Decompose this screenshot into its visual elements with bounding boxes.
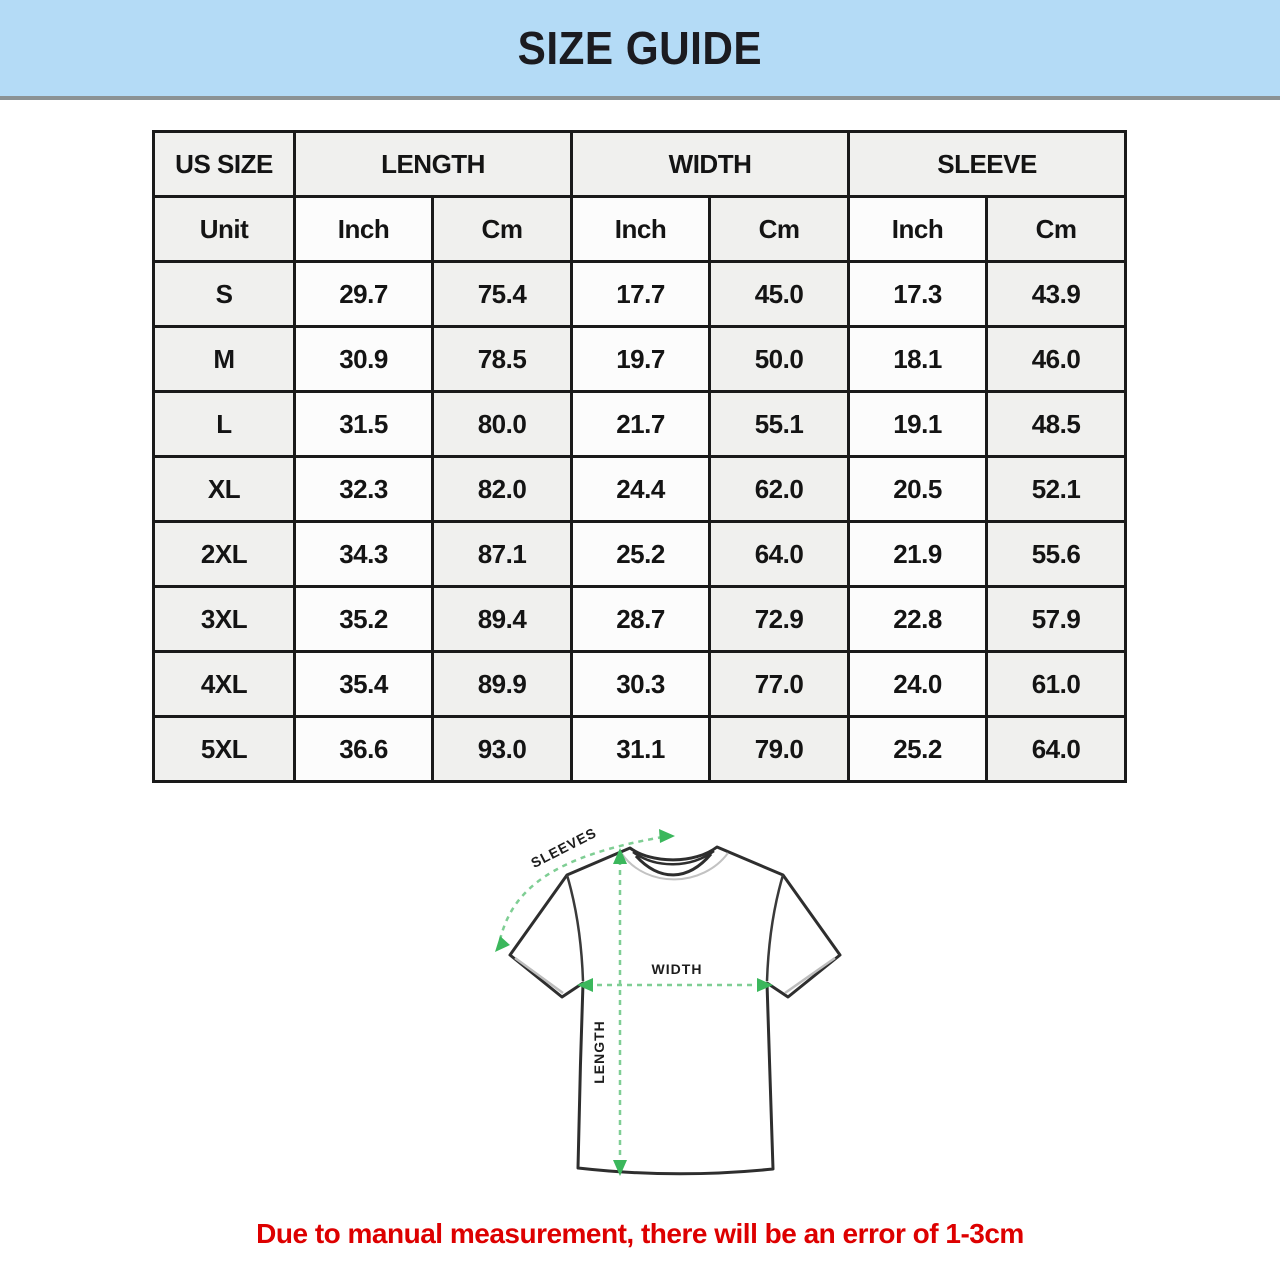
cell: 64.0 xyxy=(987,717,1126,782)
cell: 17.7 xyxy=(572,262,710,327)
cell: 20.5 xyxy=(849,457,987,522)
unit-header: Cm xyxy=(710,197,849,262)
size-label: 3XL xyxy=(154,587,295,652)
cell: 80.0 xyxy=(433,392,572,457)
cell: 62.0 xyxy=(710,457,849,522)
cell: 43.9 xyxy=(987,262,1126,327)
cell: 29.7 xyxy=(295,262,433,327)
unit-header: Cm xyxy=(433,197,572,262)
cell: 48.5 xyxy=(987,392,1126,457)
cell: 25.2 xyxy=(572,522,710,587)
cell: 78.5 xyxy=(433,327,572,392)
cell: 89.9 xyxy=(433,652,572,717)
col-header-length: LENGTH xyxy=(295,132,572,197)
table-row-2xl xyxy=(154,522,1126,587)
cell: 87.1 xyxy=(433,522,572,587)
size-guide-banner xyxy=(0,0,1280,100)
size-label: 5XL xyxy=(154,717,295,782)
table-row-s xyxy=(154,262,1126,327)
cell: 19.1 xyxy=(849,392,987,457)
cell: 36.6 xyxy=(295,717,433,782)
unit-header: Inch xyxy=(572,197,710,262)
table-group-header-row xyxy=(154,132,1126,197)
cell: 34.3 xyxy=(295,522,433,587)
sleeves-label: SLEEVES xyxy=(528,824,600,871)
size-label: S xyxy=(154,262,295,327)
cell: 77.0 xyxy=(710,652,849,717)
cell: 30.3 xyxy=(572,652,710,717)
cell: 55.1 xyxy=(710,392,849,457)
size-label: M xyxy=(154,327,295,392)
cell: 93.0 xyxy=(433,717,572,782)
measurement-disclaimer: Due to manual measurement, there will be an error of 1-3cm xyxy=(256,1218,1024,1249)
cell: 31.1 xyxy=(572,717,710,782)
size-label: XL xyxy=(154,457,295,522)
unit-header: Unit xyxy=(154,197,295,262)
cell: 21.7 xyxy=(572,392,710,457)
cell: 35.2 xyxy=(295,587,433,652)
tshirt-outline xyxy=(510,847,840,1174)
size-label: 2XL xyxy=(154,522,295,587)
cell: 52.1 xyxy=(987,457,1126,522)
col-header-us-size: US SIZE xyxy=(154,132,295,197)
table-row-xl xyxy=(154,457,1126,522)
cell: 28.7 xyxy=(572,587,710,652)
size-table-container xyxy=(152,130,1127,783)
size-label: 4XL xyxy=(154,652,295,717)
cell: 46.0 xyxy=(987,327,1126,392)
cell: 30.9 xyxy=(295,327,433,392)
col-header-width: WIDTH xyxy=(572,132,849,197)
cell: 72.9 xyxy=(710,587,849,652)
cell: 89.4 xyxy=(433,587,572,652)
cell: 24.0 xyxy=(849,652,987,717)
unit-header: Inch xyxy=(849,197,987,262)
cell: 21.9 xyxy=(849,522,987,587)
width-label: WIDTH xyxy=(651,961,703,977)
cell: 61.0 xyxy=(987,652,1126,717)
size-label: L xyxy=(154,392,295,457)
cell: 24.4 xyxy=(572,457,710,522)
table-row-4xl xyxy=(154,652,1126,717)
cell: 82.0 xyxy=(433,457,572,522)
cell: 79.0 xyxy=(710,717,849,782)
cell: 31.5 xyxy=(295,392,433,457)
cell: 25.2 xyxy=(849,717,987,782)
table-row-5xl xyxy=(154,717,1126,782)
cell: 55.6 xyxy=(987,522,1126,587)
cell: 45.0 xyxy=(710,262,849,327)
table-row-m xyxy=(154,327,1126,392)
cell: 19.7 xyxy=(572,327,710,392)
cell: 75.4 xyxy=(433,262,572,327)
unit-header: Cm xyxy=(987,197,1126,262)
cell: 64.0 xyxy=(710,522,849,587)
cell: 18.1 xyxy=(849,327,987,392)
cell: 57.9 xyxy=(987,587,1126,652)
cell: 50.0 xyxy=(710,327,849,392)
table-unit-row xyxy=(154,197,1126,262)
tshirt-measurement-diagram xyxy=(470,812,890,1190)
cell: 17.3 xyxy=(849,262,987,327)
size-table xyxy=(152,130,1127,783)
length-label: LENGTH xyxy=(591,1020,607,1084)
col-header-sleeve: SLEEVE xyxy=(849,132,1126,197)
cell: 22.8 xyxy=(849,587,987,652)
table-row-3xl xyxy=(154,587,1126,652)
unit-header: Inch xyxy=(295,197,433,262)
page-title: SIZE GUIDE xyxy=(517,22,763,74)
cell: 32.3 xyxy=(295,457,433,522)
cell: 35.4 xyxy=(295,652,433,717)
table-row-l xyxy=(154,392,1126,457)
